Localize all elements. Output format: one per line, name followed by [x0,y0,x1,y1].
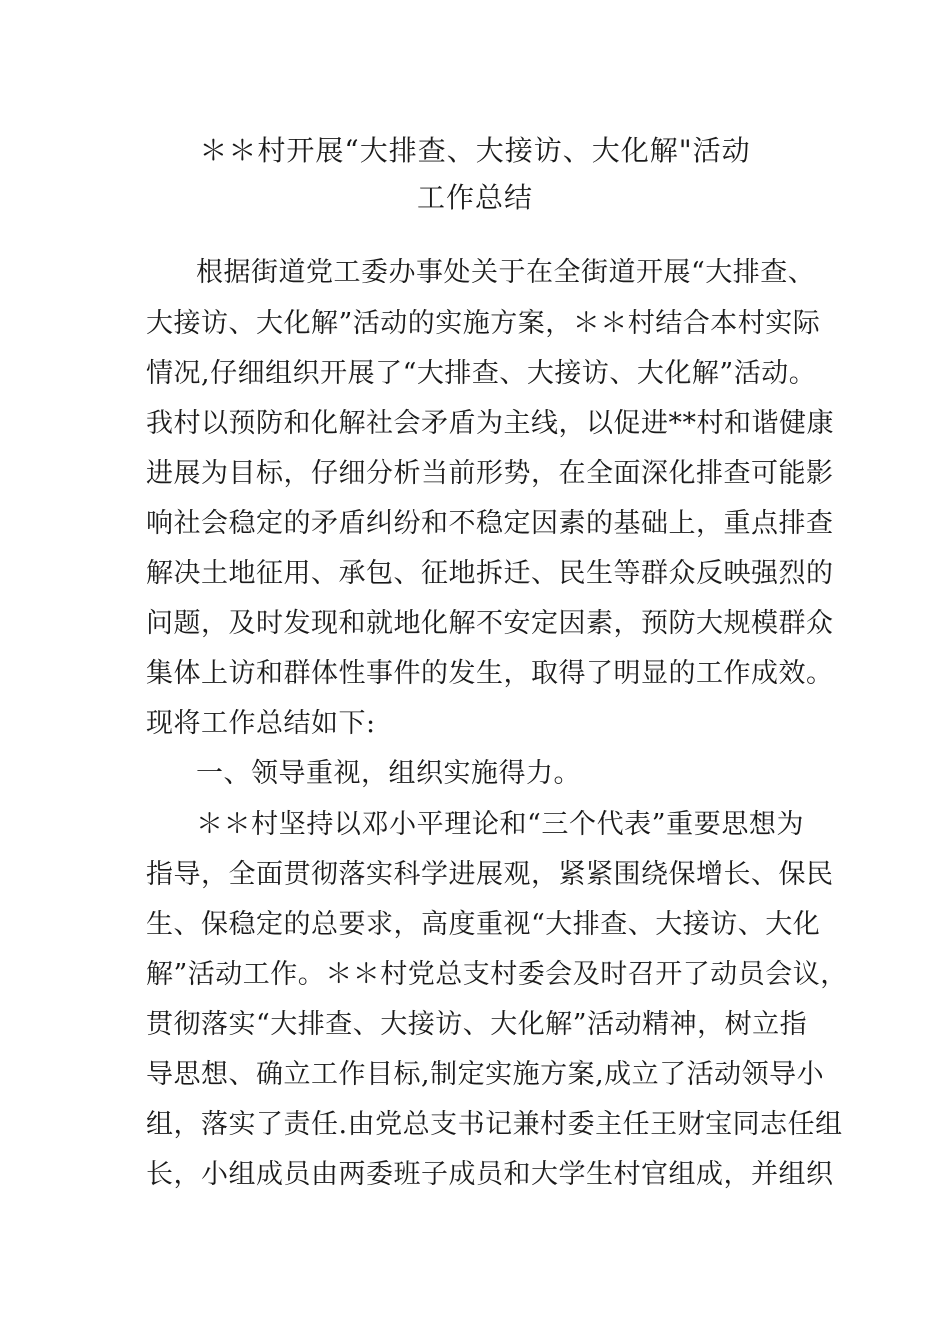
document-title-line-1: ＊＊村开展“大排查、大接访、大化解"活动 [199,134,751,167]
body-line: ＊＊村坚持以邓小平理论和“三个代表”重要思想为 [196,809,804,840]
body-line: 组，落实了责任.由党总支书记兼村委主任王财宝同志任组 [146,1109,843,1140]
body-line: 大接访、大化解”活动的实施方案，＊＊村结合本村实际 [146,308,821,339]
body-line: 解”活动工作。＊＊村党总支村委会及时召开了动员会议， [146,959,848,990]
body-line: 集体上访和群体性事件的发生，取得了明显的工作成效。 [146,658,834,689]
body-line: 导思想、确立工作目标,制定实施方案,成立了活动领导小 [146,1059,825,1090]
body-line: 情况,仔细组织开展了“大排查、大接访、大化解”活动。 [146,358,817,389]
body-line: 我村以预防和化解社会矛盾为主线，以促进**村和谐健康 [146,408,834,439]
body-line: 现将工作总结如下: [146,708,376,739]
body-line: 解决土地征用、承包、征地拆迁、民生等群众反映强烈的 [146,558,834,589]
body-line: 长，小组成员由两委班子成员和大学生村官组成，并组织 [146,1159,834,1190]
body-line: 生、保稳定的总要求，高度重视“大排查、大接访、大化 [146,909,821,940]
body-line: 贯彻落实“大排查、大接访、大化解”活动精神，树立指 [146,1009,808,1040]
body-line: 根据街道党工委办事处关于在全街道开展“大排查、 [196,257,816,288]
body-line: 响社会稳定的矛盾纠纷和不稳定因素的基础上，重点排查 [146,508,834,539]
body-line: 指导，全面贯彻落实科学进展观，紧紧围绕保增长、保民 [146,859,834,890]
document-title-line-2: 工作总结 [416,181,533,214]
body-line: 进展为目标，仔细分析当前形势，在全面深化排查可能影 [146,458,834,489]
body-line: 问题，及时发现和就地化解不安定因素，预防大规模群众 [146,608,834,639]
section-heading: 一、领导重视，组织实施得力。 [196,758,581,789]
